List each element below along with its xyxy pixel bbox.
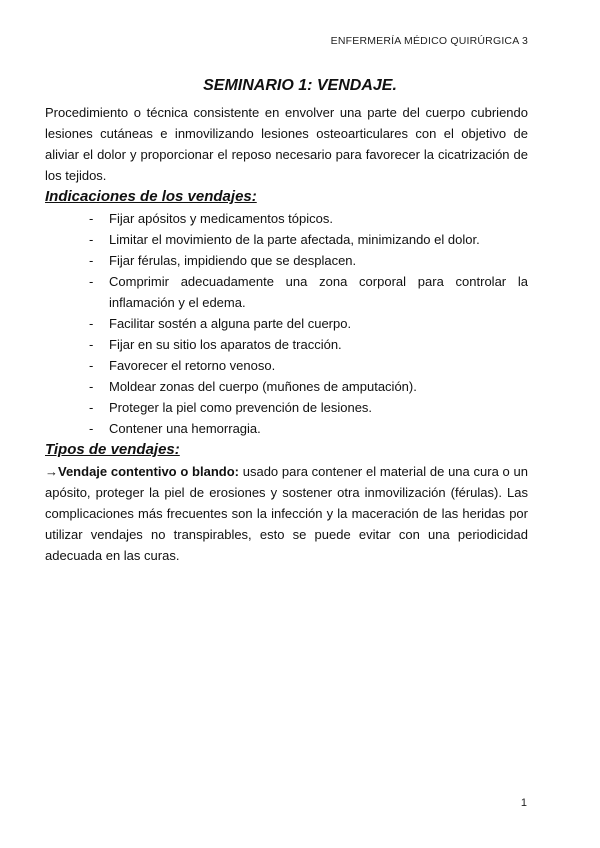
dash-bullet: - [89,358,94,373]
dash-bullet: - [89,421,94,436]
dash-bullet: - [89,211,94,226]
indicaciones-list [45,208,528,439]
list-item: - Facilitar sostén a alguna parte del cuerpo. [89,313,528,334]
dash-bullet: - [89,316,94,331]
list-item: - Comprimir adecuadamente una zona corporal para controlar la inflamación y el edema. [89,271,528,313]
indicaciones-heading: Indicaciones de los vendajes: [45,188,257,205]
page-number: 1 [520,797,527,809]
document-title: SEMINARIO 1: VENDAJE. [203,77,397,94]
list-item: - Fijar en su sitio los aparatos de tracción. [89,334,528,355]
dash-bullet: - [89,379,94,394]
dash-bullet: - [89,253,94,268]
list-item: - Contener una hemorragia. [89,418,528,439]
vendaje-contentivo-paragraph [45,461,528,566]
list-item: - Limitar el movimiento de la parte afectada, minimizando el dolor. [89,229,528,250]
intro-paragraph: Procedimiento o técnica consistente en envolver una parte del cuerpo cubriendo lesiones cutáneas e inmovilizando lesiones osteoarticulares con el objetivo de aliviar el dolor y proporcionar el reposo necesario para favorecer la cicatrización de los tejidos. [45,105,528,183]
tipos-heading: Tipos de vendajes: [45,441,180,458]
list-item: - Favorecer el retorno venoso. [89,355,528,376]
dash-bullet: - [89,274,94,289]
vendaje-contentivo-lead: →Vendaje contentivo o blando: [45,464,239,479]
list-item: - Fijar férulas, impidiendo que se desplacen. [89,250,528,271]
dash-bullet: - [89,400,94,415]
document-body [45,102,528,566]
page-header: ENFERMERÍA MÉDICO QUIRÚRGICA 3 [330,35,528,47]
dash-bullet: - [89,337,94,352]
list-item: - Proteger la piel como prevención de lesiones. [89,397,528,418]
dash-bullet: - [89,232,94,247]
list-item: - Moldear zonas del cuerpo (muñones de amputación). [89,376,528,397]
vendaje-contentivo-text: usado para contener el material de una cura o un apósito, proteger la piel de erosiones y sostener otra inmovilización (férulas). Las complicaciones más frecuentes son la infección y la maceración de las heridas por utilizar vendajes no transpirables, esto se puede evitar con una periodicidad adecuada en las curas. [45,464,528,563]
list-item: - Fijar apósitos y medicamentos tópicos. [89,208,528,229]
